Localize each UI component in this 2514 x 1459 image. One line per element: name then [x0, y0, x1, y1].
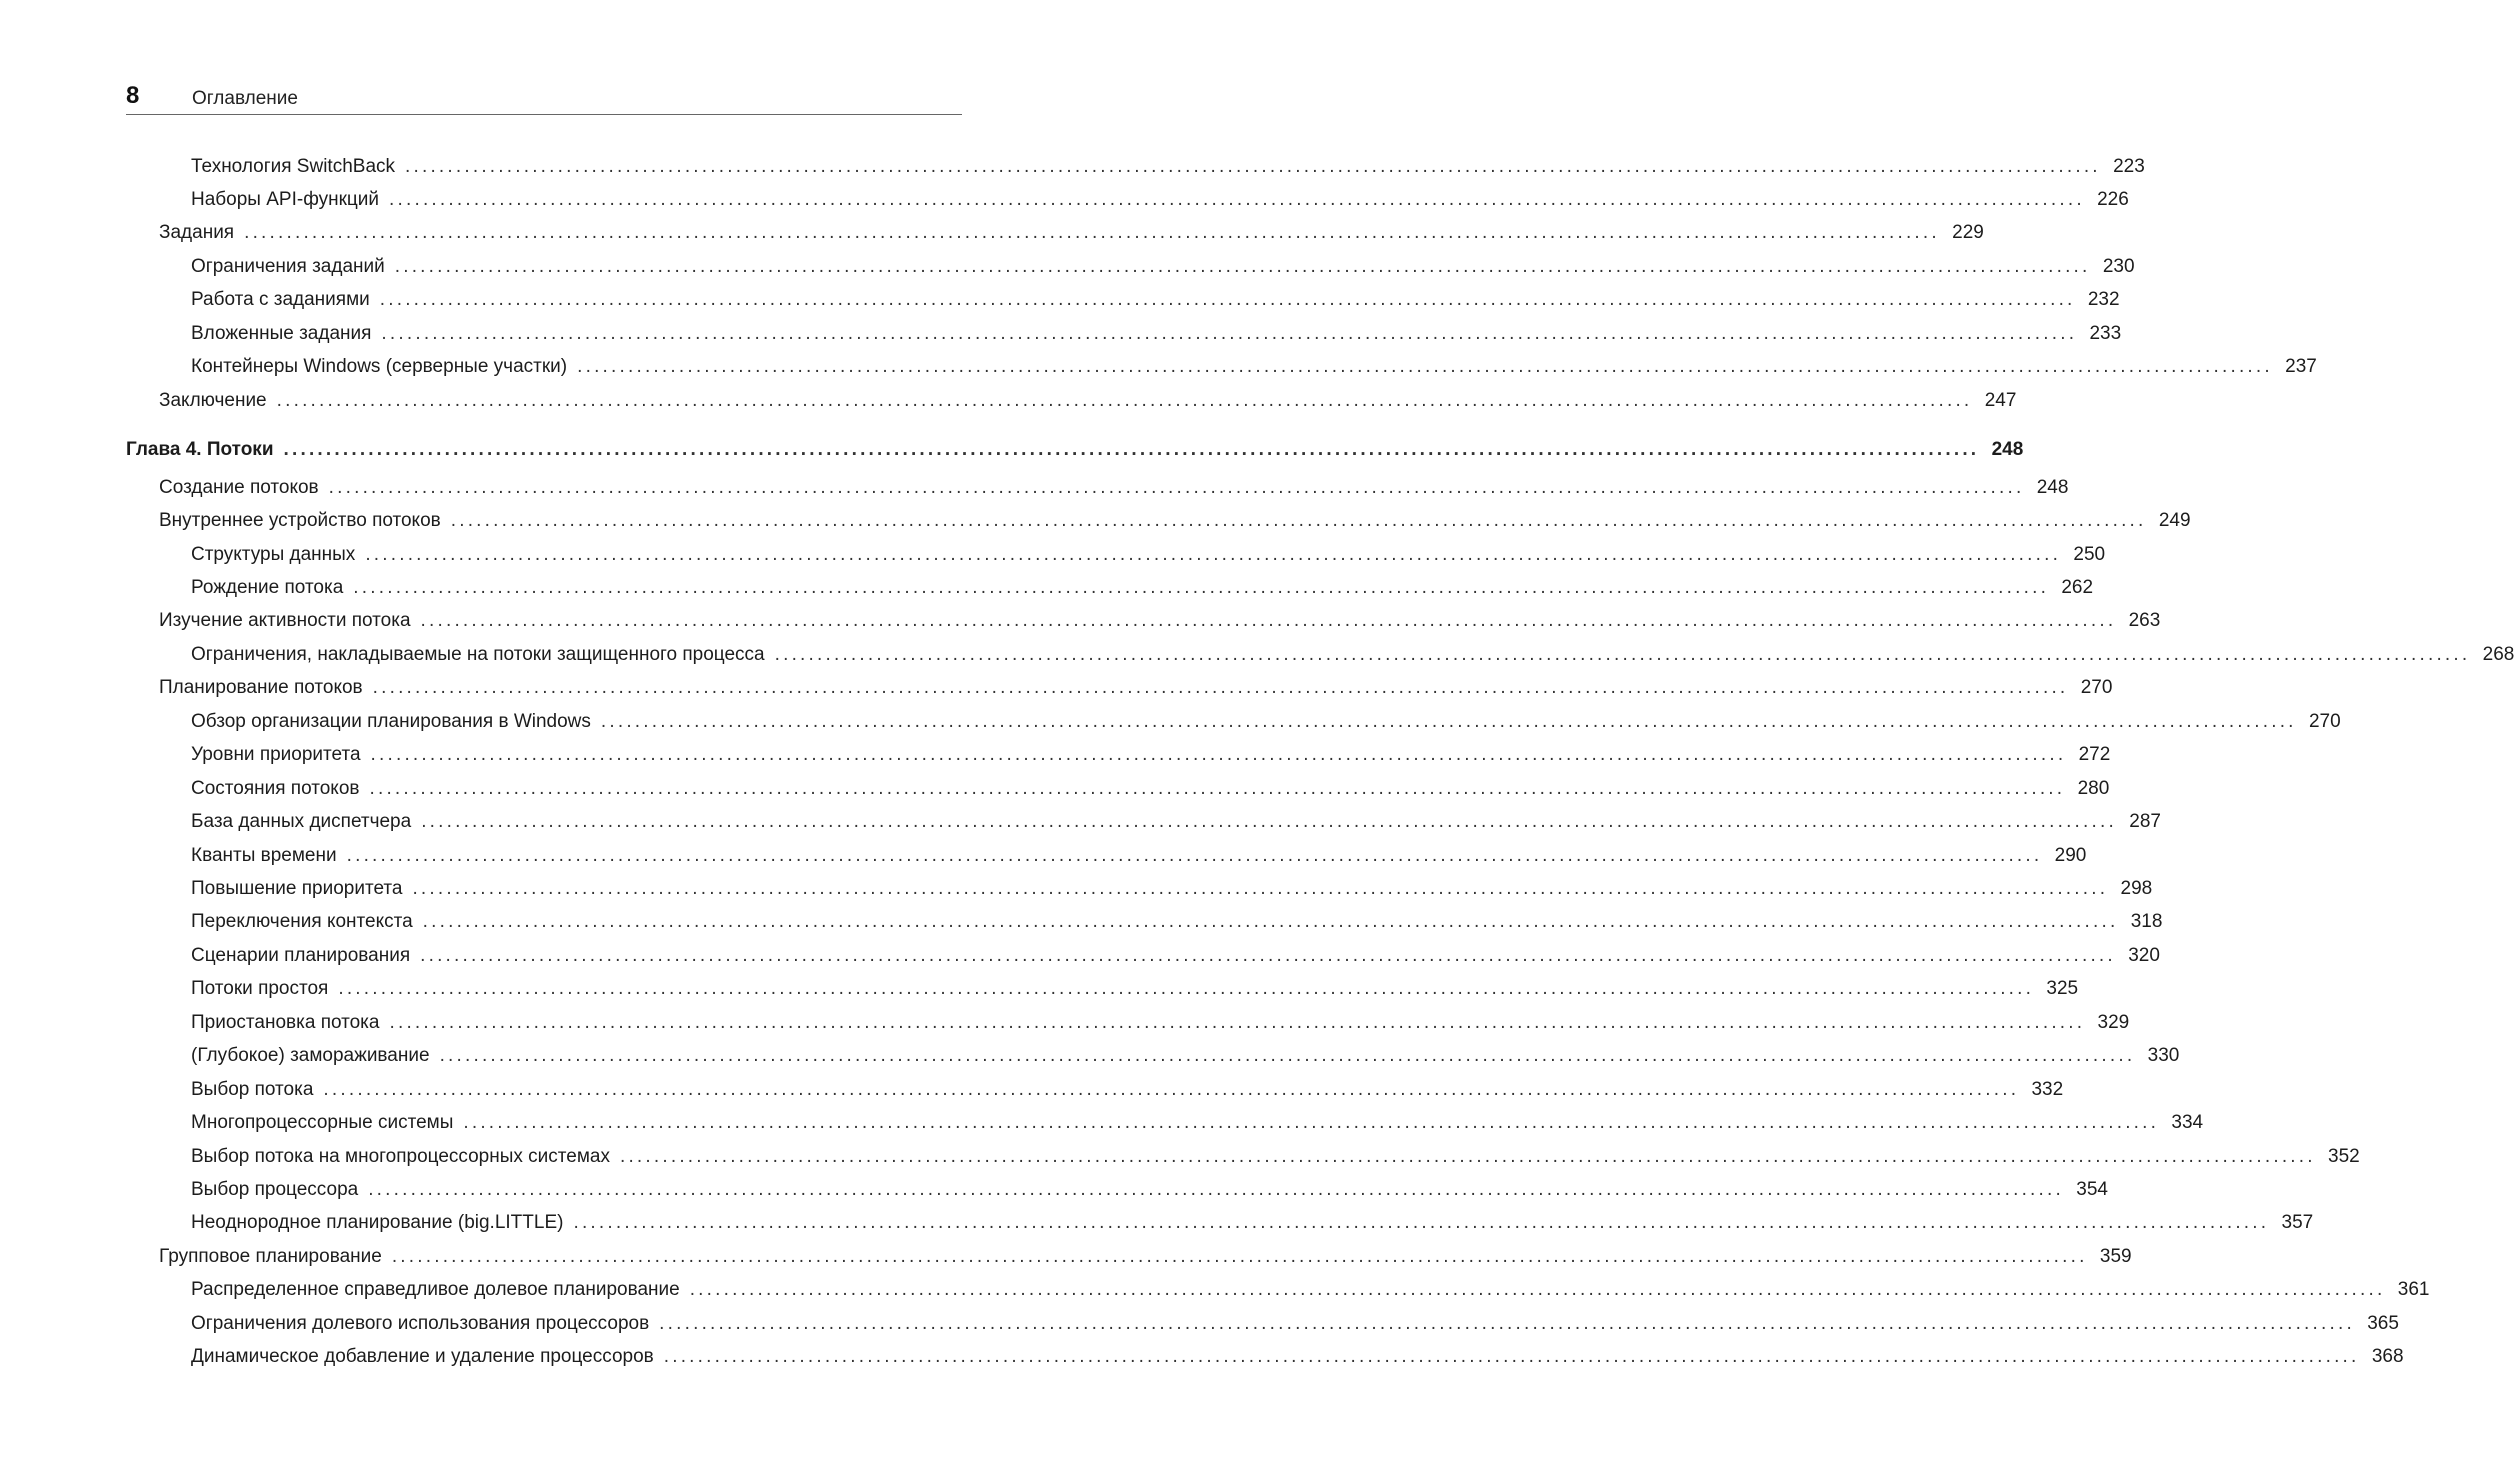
dot-leader: ........................................................................................................................................................................................................	[368, 1179, 2064, 1200]
toc-section[interactable]	[159, 220, 1984, 246]
toc-entry-title: База данных диспетчера	[191, 811, 412, 832]
toc-entry[interactable]	[191, 1043, 2180, 1069]
toc-entry-title: Создание потоков	[159, 477, 319, 498]
toc-entry-page: 359	[2099, 1246, 2132, 1267]
toc-entry[interactable]	[191, 742, 2111, 768]
dot-leader: ........................................................................................................................................................................................................	[353, 577, 2050, 598]
dot-leader: ........................................................................................................................................................................................................	[420, 610, 2117, 631]
toc-entry-title: Наборы API-функций	[191, 189, 380, 210]
toc-entry-page: 270	[2308, 711, 2341, 732]
toc-entry-page: 268	[2482, 644, 2514, 665]
dot-leader: ........................................................................................................................................................................................................	[421, 811, 2117, 832]
dot-leader: ........................................................................................................................................................................................................	[379, 289, 2076, 310]
toc-entry-page: 334	[2171, 1112, 2204, 1133]
toc-entry[interactable]	[191, 1177, 2108, 1203]
toc-entry[interactable]	[191, 287, 2120, 313]
toc-entry-title: Заключение	[159, 390, 267, 411]
toc-entry[interactable]	[191, 709, 2341, 735]
toc-entry-title: Планирование потоков	[159, 677, 363, 698]
toc-entry-title: Обзор организации планирования в Windows	[191, 711, 591, 732]
dot-leader: ........................................................................................................................................................................................................	[244, 222, 1940, 243]
toc-entry-title: Изучение активности потока	[159, 610, 411, 631]
toc-entry-page: 352	[2328, 1146, 2360, 1167]
toc-entry-page: 250	[2073, 544, 2106, 565]
toc-section[interactable]	[159, 508, 2191, 534]
toc-entry[interactable]	[191, 876, 2153, 902]
dot-leader: ........................................................................................................................................................................................................	[659, 1313, 2355, 1334]
dot-leader: ........................................................................................................................................................................................................	[365, 544, 2062, 565]
toc-entry-title: Рождение потока	[191, 577, 344, 598]
toc-entry-title: Ограничения долевого использования процессоров	[191, 1313, 650, 1334]
toc-section[interactable]	[159, 675, 2113, 701]
dot-leader: ........................................................................................................................................................................................................	[689, 1279, 2386, 1300]
toc-section[interactable]	[159, 475, 2069, 501]
toc-entry-title: Технология SwitchBack	[191, 156, 396, 177]
toc-section[interactable]	[159, 388, 2017, 414]
toc-entry[interactable]	[191, 542, 2106, 568]
page-header	[126, 80, 962, 115]
dot-leader: ........................................................................................................................................................................................................	[420, 945, 2116, 966]
toc-entry-title: Повышение приоритета	[191, 878, 403, 899]
dot-leader: ........................................................................................................................................................................................................	[663, 1346, 2360, 1367]
toc-entry-page: 330	[2147, 1045, 2180, 1066]
toc-entry-page: 329	[2097, 1012, 2130, 1033]
toc-entry-title: Многопроцессорные системы	[191, 1112, 454, 1133]
toc-entry-page: 248	[2036, 477, 2069, 498]
toc-entry-title: Кванты времени	[191, 845, 337, 866]
dot-leader: ........................................................................................................................................................................................................	[276, 390, 1973, 411]
toc-entry[interactable]	[191, 1277, 2430, 1303]
toc-entry-page: 365	[2367, 1313, 2399, 1334]
toc-entry-page: 325	[2046, 978, 2079, 999]
toc-entry[interactable]	[191, 1110, 2204, 1136]
toc-entry-title: Выбор потока на многопроцессорных системах	[191, 1146, 610, 1167]
toc-entry-page: 354	[2076, 1179, 2108, 1200]
dot-leader: ........................................................................................................................................................................................................	[328, 477, 2025, 498]
toc-entry-page: 229	[1952, 222, 1984, 243]
dot-leader: ........................................................................................................................................................................................................	[619, 1146, 2316, 1167]
toc-entry-title: Структуры данных	[191, 544, 356, 565]
dot-leader: ........................................................................................................................................................................................................	[381, 323, 2078, 344]
toc-entry-page: 230	[2102, 256, 2135, 277]
toc-entry-page: 368	[2371, 1346, 2404, 1367]
dot-leader: ........................................................................................................................................................................................................	[774, 644, 2471, 665]
toc-entry[interactable]	[191, 1344, 2404, 1370]
toc-entry[interactable]	[191, 1210, 2314, 1236]
toc-entry-title: Ограничения заданий	[191, 256, 385, 277]
toc-entry-title: (Глубокое) замораживание	[191, 1045, 430, 1066]
dot-leader: ........................................................................................................................................................................................................	[369, 778, 2066, 799]
toc-entry-page: 290	[2054, 845, 2087, 866]
dot-leader: ........................................................................................................................................................................................................	[389, 189, 2085, 210]
dot-leader: ........................................................................................................................................................................................................	[283, 439, 1980, 460]
toc-entry[interactable]	[191, 187, 2129, 213]
toc-entry-page: 232	[2087, 289, 2120, 310]
toc-entry-page: 318	[2130, 911, 2163, 932]
dot-leader: ........................................................................................................................................................................................................	[346, 845, 2043, 866]
toc-entry-title: Контейнеры Windows (серверные участки)	[191, 356, 568, 377]
toc-entry-title: Задания	[159, 222, 235, 243]
toc-section[interactable]	[159, 1244, 2132, 1270]
toc-entry[interactable]	[191, 154, 2145, 180]
toc-entry-title: Работа с заданиями	[191, 289, 370, 310]
toc-entry-title: Приостановка потока	[191, 1012, 380, 1033]
toc-entry-title: Неоднородное планирование (big.LITTLE)	[191, 1212, 564, 1233]
toc-entry[interactable]	[191, 642, 2514, 668]
toc-entry-title: Выбор процессора	[191, 1179, 359, 1200]
dot-leader: ........................................................................................................................................................................................................	[577, 356, 2273, 377]
toc-entry-page: 270	[2080, 677, 2113, 698]
toc-entry-page: 262	[2061, 577, 2094, 598]
toc-entry-title: Потоки простоя	[191, 978, 329, 999]
dot-leader: ........................................................................................................................................................................................................	[422, 911, 2119, 932]
toc-entry-title: Глава 4. Потоки	[126, 439, 274, 460]
toc-entry[interactable]	[191, 354, 2317, 380]
page-number: 8	[126, 82, 140, 109]
toc-section[interactable]	[159, 608, 2161, 634]
toc-entry[interactable]	[191, 843, 2087, 869]
toc-entry-title: Уровни приоритета	[191, 744, 361, 765]
toc-entry[interactable]	[191, 1311, 2399, 1337]
running-title: Оглавление	[192, 88, 298, 109]
toc-entry-page: 361	[2397, 1279, 2430, 1300]
dot-leader: ........................................................................................................................................................................................................	[600, 711, 2297, 732]
dot-leader: ........................................................................................................................................................................................................	[323, 1079, 2020, 1100]
toc-entry-page: 247	[1984, 390, 2017, 411]
toc-entry-title: Вложенные задания	[191, 323, 372, 344]
dot-leader: ........................................................................................................................................................................................................	[463, 1112, 2160, 1133]
toc-entry-page: 272	[2078, 744, 2111, 765]
toc-chapter[interactable]	[126, 437, 2024, 463]
toc-entry[interactable]	[191, 254, 2135, 280]
dot-leader: ........................................................................................................................................................................................................	[573, 1212, 2270, 1233]
dot-leader: ........................................................................................................................................................................................................	[450, 510, 2147, 531]
toc-entry-title: Ограничения, накладываемые на потоки защищенного процесса	[191, 644, 765, 665]
toc-entry-page: 223	[2113, 156, 2145, 177]
toc-entry[interactable]	[191, 976, 2079, 1002]
toc-entry-page: 280	[2077, 778, 2110, 799]
toc-entry-page: 332	[2031, 1079, 2064, 1100]
toc-entry-title: Выбор потока	[191, 1079, 314, 1100]
toc-entry-title: Распределенное справедливое долевое планирование	[191, 1279, 680, 1300]
toc-entry-page: 357	[2281, 1212, 2314, 1233]
dot-leader: ........................................................................................................................................................................................................	[412, 878, 2109, 899]
toc-entry[interactable]	[191, 909, 2163, 935]
toc-entry[interactable]	[191, 809, 2161, 835]
toc-entry-title: Динамическое добавление и удаление процессоров	[191, 1346, 654, 1367]
toc-entry[interactable]	[191, 943, 2160, 969]
dot-leader: ........................................................................................................................................................................................................	[405, 156, 2101, 177]
toc-entry-page: 248	[1991, 439, 2024, 460]
toc-entry[interactable]	[191, 575, 2094, 601]
toc-entry[interactable]	[191, 1144, 2360, 1170]
toc-entry-title: Состояния потоков	[191, 778, 360, 799]
dot-leader: ........................................................................................................................................................................................................	[394, 256, 2091, 277]
toc-entry-title: Групповое планирование	[159, 1246, 382, 1267]
toc-entry-page: 226	[2097, 189, 2129, 210]
dot-leader: ........................................................................................................................................................................................................	[439, 1045, 2136, 1066]
dot-leader: ........................................................................................................................................................................................................	[391, 1246, 2088, 1267]
toc-entry-page: 263	[2128, 610, 2161, 631]
dot-leader: ........................................................................................................................................................................................................	[338, 978, 2035, 999]
toc-entry-title: Переключения контекста	[191, 911, 413, 932]
toc-entry[interactable]	[191, 776, 2110, 802]
toc-entry-page: 249	[2158, 510, 2191, 531]
toc-entry-page: 320	[2128, 945, 2160, 966]
toc-entry[interactable]	[191, 1077, 2064, 1103]
dot-leader: ........................................................................................................................................................................................................	[372, 677, 2069, 698]
toc-entry[interactable]	[191, 321, 2122, 347]
toc-entry-title: Сценарии планирования	[191, 945, 411, 966]
toc-entry-page: 233	[2089, 323, 2122, 344]
toc-entry[interactable]	[191, 1010, 2130, 1036]
toc-entry-page: 287	[2129, 811, 2161, 832]
toc-entry-page: 237	[2285, 356, 2317, 377]
dot-leader: ........................................................................................................................................................................................................	[389, 1012, 2086, 1033]
dot-leader: ........................................................................................................................................................................................................	[370, 744, 2067, 765]
toc-entry-title: Внутреннее устройство потоков	[159, 510, 441, 531]
toc-entry-page: 298	[2120, 878, 2153, 899]
